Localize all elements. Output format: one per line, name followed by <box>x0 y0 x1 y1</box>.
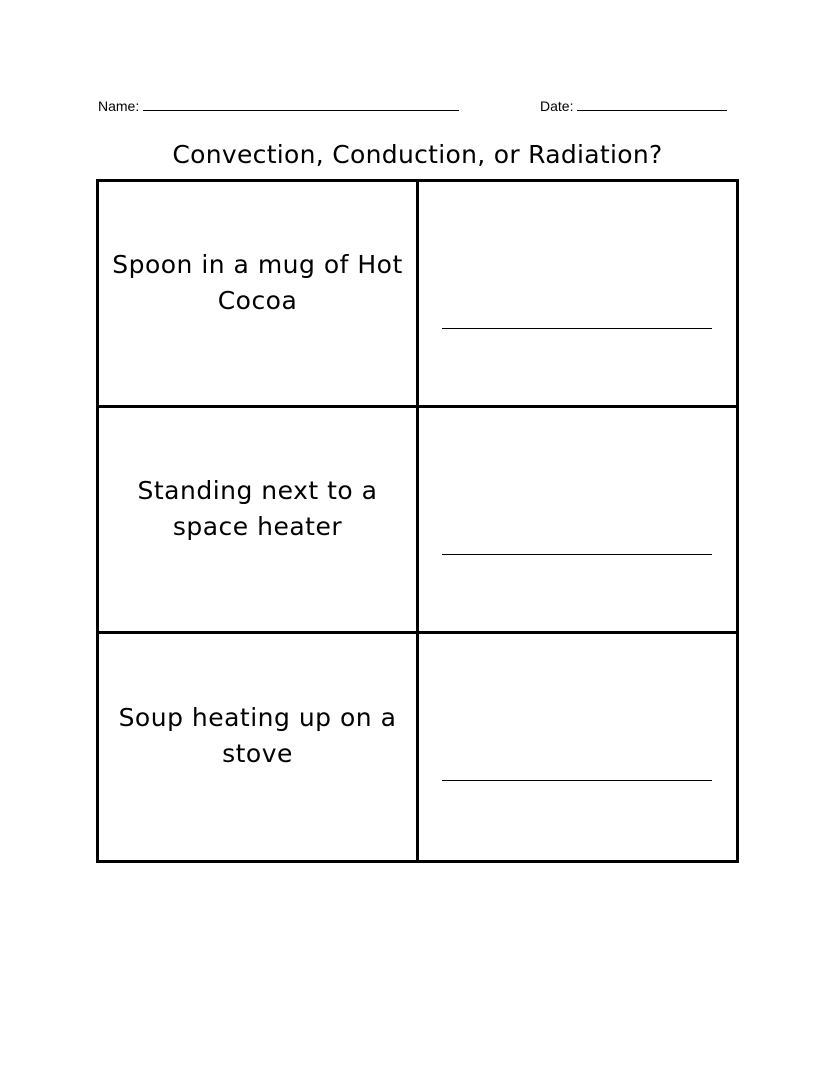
prompt-cell <box>99 182 419 408</box>
name-blank-line[interactable] <box>143 96 459 111</box>
prompt-text: Soup heating up on a stove <box>118 703 397 768</box>
name-field <box>98 96 459 114</box>
date-label: Date: <box>540 98 574 114</box>
prompt-cell <box>99 634 419 860</box>
name-label: Name: <box>98 98 140 114</box>
answer-cell <box>419 408 736 634</box>
prompt-text: Spoon in a mug of Hot Cocoa <box>112 249 403 315</box>
answer-line[interactable] <box>442 328 712 329</box>
date-field <box>540 96 727 114</box>
answer-cell <box>419 634 736 860</box>
prompt-cell <box>99 408 419 634</box>
answer-cell <box>419 182 736 408</box>
worksheet-title: Convection, Conduction, or Radiation? <box>172 140 663 169</box>
prompt-text: Standing next to a space heater <box>137 475 378 541</box>
answer-line[interactable] <box>442 554 712 555</box>
date-blank-line[interactable] <box>577 96 727 111</box>
answer-line[interactable] <box>442 780 712 781</box>
worksheet-table <box>96 179 739 863</box>
